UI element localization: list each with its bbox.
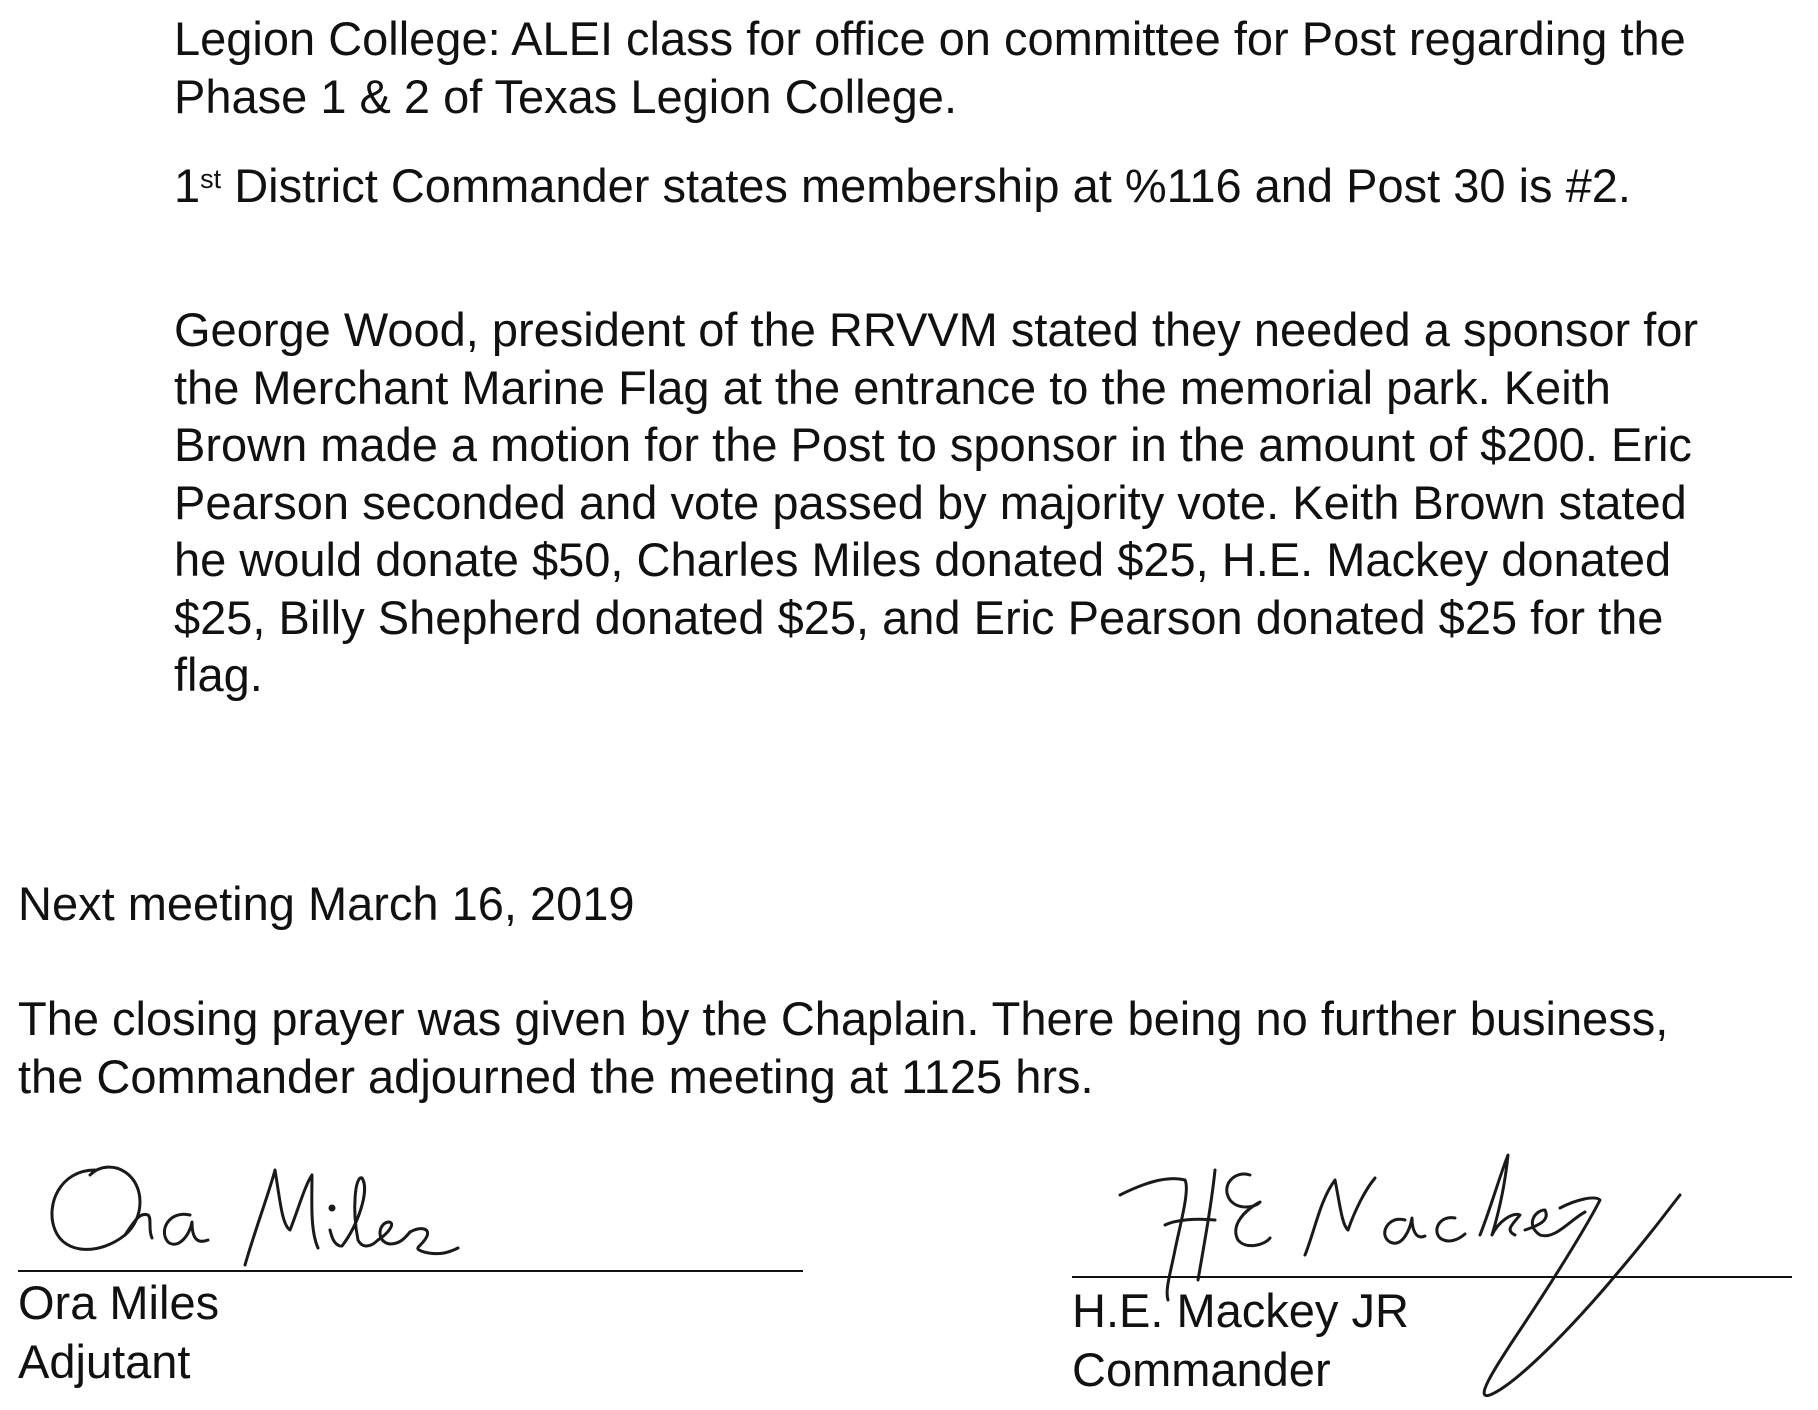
signature-line-right [1072,1276,1792,1278]
district-commander-paragraph [174,157,1631,215]
signer-title-right: Commander [1072,1343,1331,1396]
ordinal-suffix: st [200,164,222,194]
paragraph-line: $25, Billy Shepherd donated $25, and Eric Pearson donated $25 for the [174,590,1664,644]
district-text: District Commander states membership at %116 and Post 30 is #2. [221,159,1631,212]
paragraph-line [174,157,1631,215]
paragraph-line: Brown made a motion for the Post to sponsor in the amount of $200. Eric [174,418,1692,471]
paragraph-line: flag. [174,648,263,701]
paragraph-line: George Wood, president of the RRVVM stated they needed a sponsor for [174,303,1699,356]
signer-title-left: Adjutant [18,1335,191,1388]
paragraph-line: Next meeting March 16, 2019 [18,877,635,930]
legion-college-paragraph [174,10,1686,125]
signature-line-left [18,1270,803,1272]
paragraph-line: Phase 1 & 2 of Texas Legion College. [174,69,958,123]
paragraph-line: the Commander adjourned the meeting at 1125 hrs. [18,1049,1094,1103]
paragraph-line: Pearson seconded and vote passed by majority vote. Keith Brown stated [174,475,1687,529]
paragraph-line: the Merchant Marine Flag at the entrance to the memorial park. Keith [174,360,1611,414]
closing-paragraph [18,990,1668,1105]
signer-name-right: H.E. Mackey JR [1072,1284,1409,1337]
paragraph-line: he would donate $50, Charles Miles donated $25, H.E. Mackey donated [174,533,1672,586]
district-number: 1 [174,159,201,212]
paragraph-line: The closing prayer was given by the Chaplain. There being no further business, [18,992,1669,1045]
next-meeting-line [18,875,635,933]
paragraph-line: Legion College: ALEI class for office on committee for Post regarding the [174,12,1686,65]
george-wood-paragraph [174,301,1698,704]
signer-name-left: Ora Miles [18,1276,220,1329]
